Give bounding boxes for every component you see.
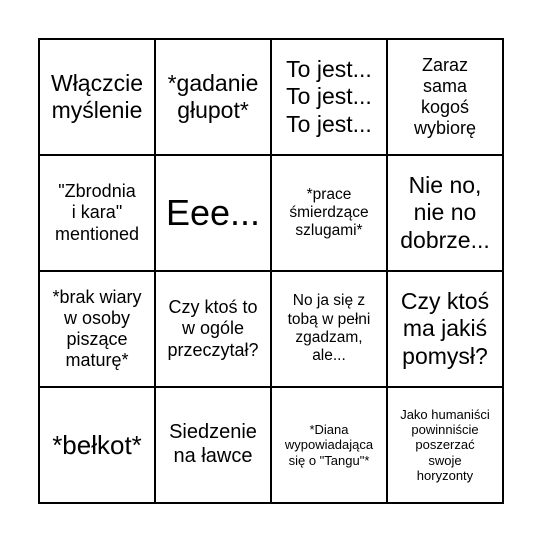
cell-text: Nie no, nie no dobrze... — [400, 172, 490, 253]
cell-text: No ja się z tobą w pełni zgadzam, ale... — [287, 292, 371, 365]
cell-text: *Diana wypowiadająca się o "Tangu"* — [284, 422, 374, 468]
bingo-cell-5[interactable] — [39, 155, 155, 271]
cell-text: Jako humaniści powinniście poszerzać swoje horyzonty — [400, 406, 490, 483]
bingo-cell-15[interactable] — [271, 387, 387, 503]
cell-text: Czy ktoś to w ogóle przeczytał? — [167, 297, 259, 360]
bingo-cell-6[interactable] — [155, 155, 271, 271]
bingo-cell-11[interactable] — [271, 271, 387, 387]
bingo-cell-4[interactable] — [387, 39, 503, 155]
bingo-board — [38, 38, 504, 504]
cell-text: Czy ktoś ma jakiś pomysł? — [400, 288, 490, 369]
cell-text: Siedzenie na ławce — [169, 421, 257, 467]
bingo-cell-16[interactable] — [387, 387, 503, 503]
cell-text: "Zbrodnia i kara" mentioned — [54, 181, 140, 244]
cell-text: Eee... — [165, 191, 261, 233]
bingo-cell-12[interactable] — [387, 271, 503, 387]
bingo-cell-13[interactable] — [39, 387, 155, 503]
bingo-cell-2[interactable] — [155, 39, 271, 155]
bingo-cell-14[interactable] — [155, 387, 271, 503]
bingo-cell-3[interactable] — [271, 39, 387, 155]
cell-text: *brak wiary w osoby piszące maturę* — [52, 286, 142, 371]
bingo-cell-7[interactable] — [271, 155, 387, 271]
bingo-cell-1[interactable] — [39, 39, 155, 155]
cell-text: To jest... To jest... To jest... — [286, 56, 372, 137]
cell-text: Zaraz sama kogoś wybiorę — [413, 54, 477, 139]
cell-text: *bełkot* — [52, 429, 142, 460]
cell-text: Włączcie myślenie — [50, 69, 143, 123]
cell-text: *prace śmierdzące szlugami* — [289, 185, 369, 240]
bingo-cell-9[interactable] — [39, 271, 155, 387]
bingo-cell-10[interactable] — [155, 271, 271, 387]
bingo-cell-8[interactable] — [387, 155, 503, 271]
cell-text: *gadanie głupot* — [167, 69, 259, 123]
